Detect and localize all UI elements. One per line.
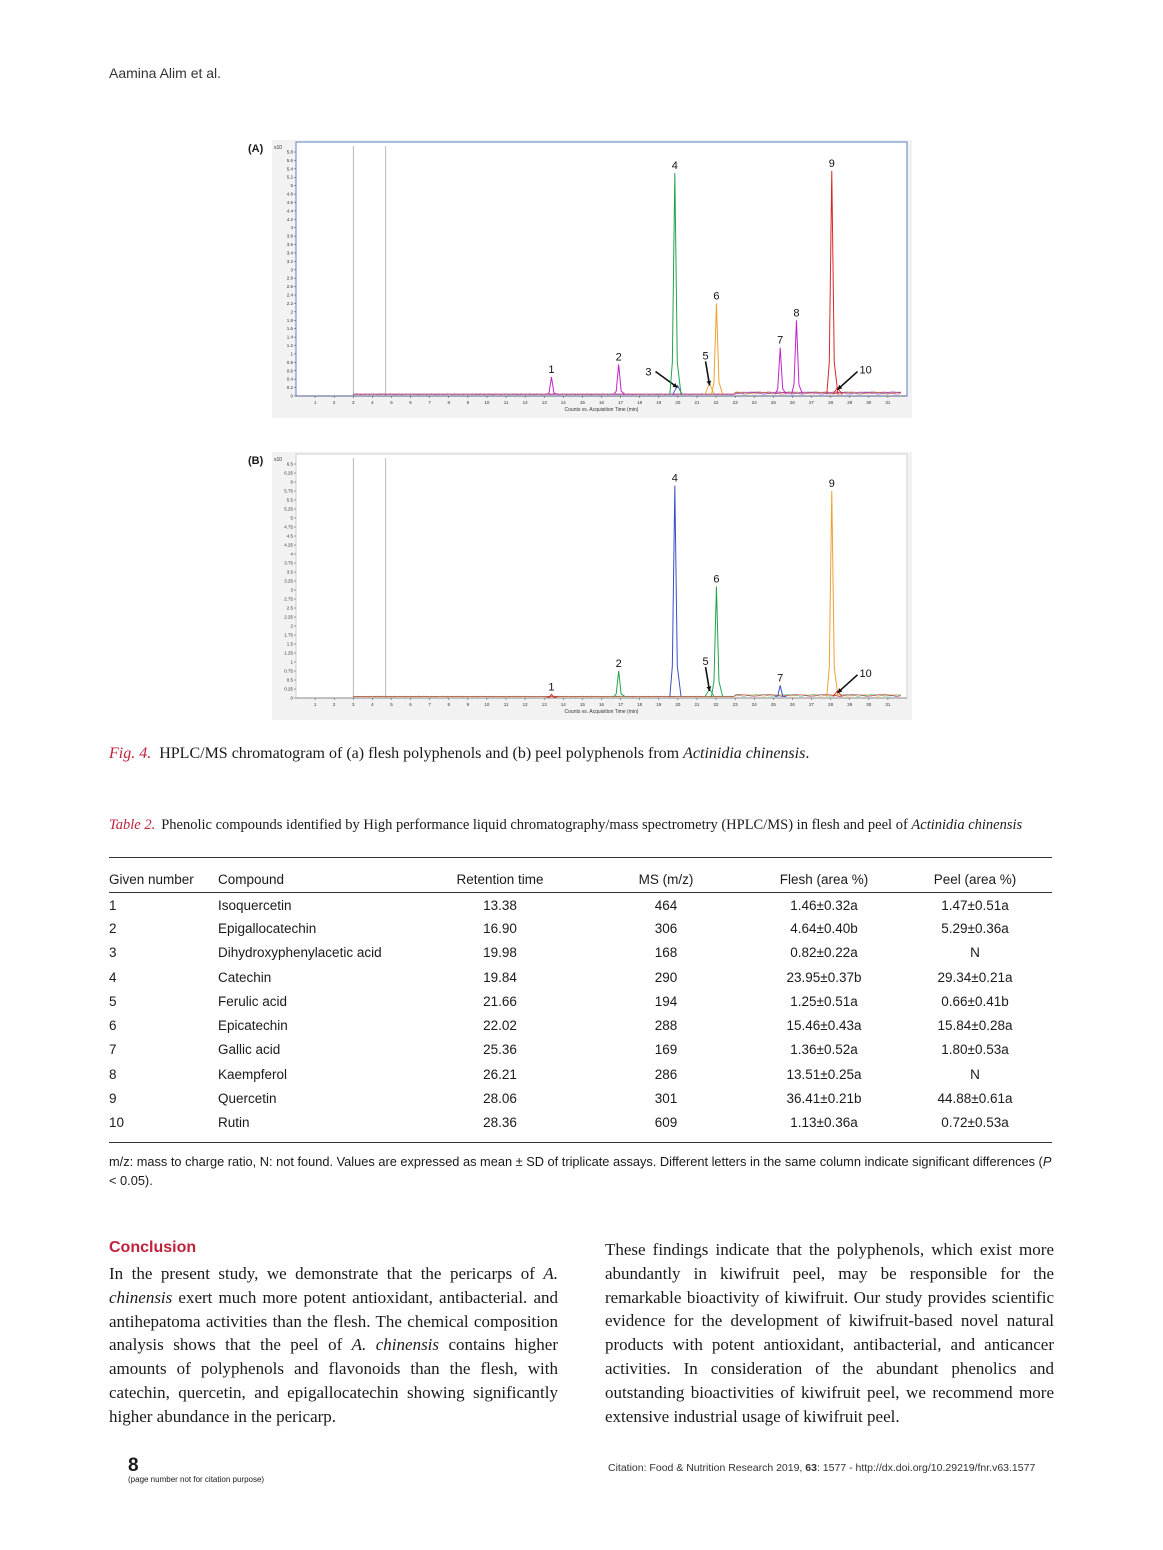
x-tick-label: 30 [866,702,872,707]
table-caption-species: Actinidia chinensis [911,817,1023,833]
y-tick-label: 4.75 [284,524,293,530]
table-cell: N [970,1066,980,1082]
table-cell: Catechin [218,969,272,985]
y-tick-label: 3.4 [286,250,293,256]
y-tick-label: 1.75 [284,632,293,638]
x-tick-label: 3 [352,400,355,405]
phenolic-compounds-table [109,866,1052,1135]
table-cell: Isoquercetin [218,897,292,913]
x-tick-label: 28 [828,400,834,405]
x-tick-label: 3 [352,702,355,707]
peak-label: 2 [615,351,622,364]
x-tick-label: 22 [713,400,719,405]
table-cell: 15.84±0.28a [937,1018,1013,1034]
x-tick-label: 2 [332,702,336,707]
x-axis-title: Counts vs. Acquisition Time (min) [564,407,639,413]
peak-label: 7 [777,334,784,347]
y-tick-label: 1.6 [286,326,293,332]
table-cell: 13.38 [483,897,517,913]
table-cell: 2 [109,920,117,936]
table-bottom-rule [109,1142,1052,1143]
conclusion-species-2: A. chinensis [351,1335,440,1355]
y-tick-label: 4.8 [286,191,293,197]
x-tick-label: 13 [541,702,547,707]
y-tick-label: 5.5 [286,497,293,503]
x-tick-label: 12 [522,400,528,405]
table-row [109,1062,1052,1086]
conclusion-text-1: In the present study, we demonstrate that the pericarps of [109,1264,544,1283]
figure-caption-text: HPLC/MS chromatogram of (a) flesh polyphenols and (b) peel polyphenols from [159,745,684,762]
y-tick-label: 0.8 [286,359,293,365]
table-header-row [109,866,1052,892]
table-cell: 464 [654,897,678,913]
y-tick-label: 2 [290,309,293,315]
table-cell: 5.29±0.36a [941,920,1009,936]
x-tick-label: 17 [618,702,624,707]
x-tick-label: 6 [409,702,412,707]
y-tick-label: 0.5 [286,677,293,683]
y-tick-label: 1.2 [286,343,293,349]
table-cell: Quercetin [218,1091,277,1107]
table-row [109,916,1052,940]
table-top-rule [109,857,1052,858]
table-cell: 25.36 [483,1042,517,1058]
y-tick-label: 4.5 [286,533,293,539]
table-cell: 4 [109,969,117,985]
table-cell: 1.47±0.51a [941,897,1009,913]
table-cell: 19.84 [483,969,517,985]
y-tick-label: 3.25 [284,578,293,584]
x-tick-label: 31 [885,702,891,707]
y-tick-label: 6 [290,479,293,485]
column-header: Compound [218,871,285,887]
table-cell: 169 [654,1042,678,1058]
x-tick-label: 16 [598,400,605,405]
y-exponent-label: x10 [274,457,283,463]
conclusion-species-1: A. chinensis [109,1264,558,1307]
x-tick-label: 20 [675,702,681,707]
table-row [109,1013,1052,1037]
x-tick-label: 1 [313,702,317,707]
y-tick-label: 0.75 [284,668,293,674]
x-tick-label: 25 [770,702,776,707]
page-number: 8 [128,1455,139,1476]
table-cell: 23.95±0.37b [786,969,862,985]
peak-label: 1 [548,681,555,694]
y-tick-label: 5 [290,183,293,189]
panel-a-label: (A) [248,143,264,155]
y-tick-label: 1.25 [284,650,293,656]
table-cell: 10 [109,1115,125,1131]
citation-footer [608,1462,1035,1474]
peak-label: 7 [777,672,784,685]
x-tick-label: 18 [637,400,643,405]
table-row [109,1086,1052,1110]
x-tick-label: 27 [809,702,815,707]
y-tick-label: 3 [290,587,293,593]
y-tick-label: 5.2 [286,174,293,180]
y-tick-label: 4.2 [286,216,293,222]
table-footnote-end: < 0.05). [109,1173,153,1188]
peak-label: 8 [793,307,800,320]
x-tick-label: 29 [847,400,853,405]
x-tick-label: 4 [371,400,374,405]
x-tick-label: 25 [770,400,776,405]
x-tick-label: 14 [560,400,566,405]
table-cell: Epicatechin [218,1018,288,1034]
table-cell: 1.46±0.32a [790,897,858,913]
table-row [109,989,1052,1013]
table-cell: 29.34±0.21a [937,969,1013,985]
y-tick-label: 1.8 [286,317,293,323]
peak-label: 10 [859,667,872,680]
x-tick-label: 23 [732,400,738,405]
table-cell: Rutin [218,1115,250,1131]
column-header: Retention time [456,871,544,887]
y-tick-label: 2.6 [286,284,293,290]
table-cell: Ferulic acid [218,993,288,1009]
y-tick-label: 3.2 [286,258,293,264]
x-tick-label: 19 [656,702,662,707]
x-tick-label: 31 [885,400,891,405]
y-tick-label: 0.25 [284,686,293,692]
column-header: MS (m/z) [638,871,694,887]
table-cell: 3 [109,945,117,961]
x-tick-label: 15 [579,702,585,707]
peak-label: 3 [645,366,652,379]
x-tick-label: 11 [503,400,509,405]
table-cell: Kaempferol [218,1066,288,1082]
x-axis-title: Counts vs. Acquisition Time (min) [564,709,639,715]
y-tick-label: 5.8 [286,149,293,155]
table-cell: Epigallocatechin [218,920,317,936]
chromatogram-a-svg [272,140,912,418]
y-tick-label: 0.6 [286,368,293,374]
y-tick-label: 1 [290,659,293,665]
x-tick-label: 9 [466,400,470,405]
x-tick-label: 21 [694,400,700,405]
y-tick-label: 1.4 [286,334,293,340]
table-cell: 288 [654,1018,678,1034]
column-header: Flesh (area %) [779,871,869,887]
x-tick-label: 11 [503,702,509,707]
y-tick-label: 0.4 [286,376,293,382]
table-cell: 28.06 [483,1091,517,1107]
x-tick-label: 14 [560,702,566,707]
table-row [109,941,1052,965]
x-tick-label: 8 [447,702,451,707]
column-header: Peel (area %) [933,871,1017,887]
table-row [109,965,1052,989]
table-cell: 16.90 [483,920,517,936]
panel-b-label: (B) [248,455,264,467]
table-row [109,1038,1052,1062]
peak-label: 4 [671,472,678,485]
table-cell: 9 [109,1091,117,1107]
table-cell: 15.46±0.43a [786,1018,862,1034]
x-tick-label: 8 [447,400,451,405]
table-caption-label: Table 2. [109,817,156,833]
table-cell: 301 [654,1091,678,1107]
citation-volume: 63 [805,1462,817,1474]
table-cell: 4.64±0.40b [790,920,858,936]
y-tick-label: 2.4 [286,292,293,298]
x-tick-label: 12 [522,702,528,707]
citation-doi: : 1577 - http://dx.doi.org/10.29219/fnr.v63.1577 [816,1462,1036,1474]
x-tick-label: 28 [828,702,834,707]
table-cell: Dihydroxyphenylacetic acid [218,945,382,961]
y-tick-label: 5 [290,515,293,521]
table-cell: Gallic acid [218,1042,281,1058]
y-tick-label: 2 [290,623,293,629]
y-tick-label: 4 [290,225,293,231]
y-tick-label: 3.6 [286,242,293,248]
conclusion-right-column: These findings indicate that the polyphenols, which exist more abundantly in kiwifruit peel, may be responsible for the remarkable bioactivity of kiwifruit. Our study provides scientific evidence for the development of kiwifruit-based novel natural products with potent antioxidant, antibacterial, and anticancer activities. In consideration of the abundant phenolics and outstanding bioactivities of kiwifruit peel, we recommend more extensive industrial usage of kiwifruit peel. [605,1240,1054,1426]
x-tick-label: 26 [789,702,795,707]
y-tick-label: 4.6 [286,199,293,205]
y-tick-label: 6.25 [284,470,293,476]
table-body [109,892,1052,1135]
table-cell: 6 [109,1018,117,1034]
table-footnote-p: P [1042,1154,1052,1169]
figure-caption-species: Actinidia chinensis [683,745,806,762]
x-tick-label: 26 [789,400,795,405]
y-tick-label: 0 [290,393,293,399]
table-cell: 194 [654,993,678,1009]
x-tick-label: 7 [428,702,431,707]
y-exponent-label: x10 [274,145,283,151]
x-tick-label: 29 [847,702,853,707]
x-tick-label: 9 [466,702,470,707]
peak-label: 5 [702,656,709,668]
y-tick-label: 6.5 [286,461,293,467]
x-tick-label: 5 [390,400,393,405]
y-tick-label: 2.75 [284,596,293,602]
table-cell: 28.36 [483,1115,517,1131]
table-cell: 5 [109,993,117,1009]
y-tick-label: 5.75 [284,488,293,494]
table-cell: 8 [109,1066,117,1082]
x-tick-label: 16 [598,702,605,707]
y-tick-label: 2.5 [286,605,293,611]
conclusion-heading: Conclusion [109,1239,197,1256]
conclusion-text-3: contains higher amounts of polyphenols and flavonoids than the flesh, with catechin, quercetin, and epigallocatechin showing significantly higher abundance in the pericarp. [109,1335,558,1426]
y-tick-label: 1.5 [286,641,293,647]
table-cell: 0.72±0.53a [941,1115,1009,1131]
y-tick-label: 1 [290,351,293,357]
figure-caption [109,745,809,763]
x-tick-label: 24 [751,702,757,707]
table-caption-text: Phenolic compounds identified by High performance liquid chromatography/mass spectrometry (HPLC/MS) in flesh and peel of [161,817,912,833]
table-cell: 168 [654,945,678,961]
table-cell: 1 [109,897,117,913]
y-tick-label: 3.75 [284,560,293,566]
table-cell: 21.66 [483,993,517,1009]
y-tick-label: 2.8 [286,275,293,281]
x-tick-label: 5 [390,702,393,707]
y-tick-label: 5.25 [284,506,293,512]
x-tick-label: 15 [579,400,585,405]
peak-label: 9 [828,157,835,170]
table-cell: N [970,945,980,961]
y-tick-label: 5.6 [286,157,293,163]
table-cell: 26.21 [483,1066,517,1082]
x-tick-label: 27 [809,400,815,405]
figure-caption-label: Fig. 4. [109,745,152,762]
table-footnote-text: m/z: mass to charge ratio, N: not found. Values are expressed as mean ± SD of triplicate assays. Different letters in the same column indicate significant differences ( [109,1154,1043,1169]
y-tick-label: 2.2 [286,300,293,306]
plot-area [296,142,907,396]
figure-caption-end: . [805,745,810,762]
chromatogram-a [272,140,912,418]
table-cell: 1.25±0.51a [790,993,858,1009]
column-header: Given number [109,871,194,887]
y-tick-label: 4 [290,551,293,557]
y-tick-label: 2.25 [284,614,293,620]
x-tick-label: 2 [332,400,336,405]
x-tick-label: 18 [637,702,643,707]
peak-label: 5 [702,350,709,363]
table-cell: 1.80±0.53a [941,1042,1009,1058]
x-tick-label: 23 [732,702,738,707]
chromatogram-b [272,452,912,720]
x-tick-label: 19 [656,400,662,405]
x-tick-label: 24 [751,400,757,405]
x-tick-label: 13 [541,400,547,405]
table-cell: 7 [109,1042,117,1058]
peak-label: 2 [615,658,622,670]
x-tick-label: 20 [675,400,681,405]
table-row [109,892,1052,916]
x-tick-label: 22 [713,702,719,707]
table-cell: 0.66±0.41b [941,993,1009,1009]
x-tick-label: 21 [694,702,700,707]
running-head: Aamina Alim et al. [109,65,222,81]
page-number-note: (page number not for citation purpose) [128,1475,265,1484]
table-cell: 290 [654,969,678,985]
table-cell: 22.02 [483,1018,517,1034]
table-cell: 286 [654,1066,678,1082]
x-tick-label: 30 [866,400,872,405]
x-tick-label: 10 [484,702,490,707]
table-cell: 0.82±0.22a [790,945,858,961]
x-tick-label: 17 [618,400,624,405]
peak-label: 1 [548,364,555,377]
x-tick-label: 6 [409,400,412,405]
table-cell: 609 [654,1115,678,1131]
y-tick-label: 4.25 [284,542,293,548]
peak-label: 6 [713,290,720,303]
y-tick-label: 3.5 [286,569,293,575]
peak-label: 6 [713,573,720,586]
table-cell: 19.98 [483,945,517,961]
y-tick-label: 3 [290,267,293,273]
peak-label: 4 [671,160,678,173]
table-cell: 13.51±0.25a [786,1066,862,1082]
table-row [109,1111,1052,1135]
table-cell: 1.13±0.36a [790,1115,858,1131]
table-cell: 1.36±0.52a [790,1042,858,1058]
table-footnote [109,1152,1055,1190]
citation-text: Citation: Food & Nutrition Research 2019, [608,1462,806,1474]
chromatogram-b-svg [272,452,912,720]
table-cell: 44.88±0.61a [937,1091,1013,1107]
conclusion-text-2: exert much more potent antioxidant, antibacterial. and antihepatoma activities than the flesh. The chemical composition analysis shows that the peel of [109,1287,558,1355]
x-tick-label: 10 [484,400,490,405]
plot-area [296,454,907,698]
y-tick-label: 4.4 [286,208,293,214]
peak-label: 10 [859,364,872,377]
y-tick-label: 3.8 [286,233,293,239]
x-tick-label: 4 [371,702,374,707]
y-tick-label: 0 [290,695,293,701]
y-tick-label: 5.4 [286,166,293,172]
x-tick-label: 7 [428,400,431,405]
x-tick-label: 1 [313,400,317,405]
peak-label: 9 [828,478,835,490]
table-cell: 306 [654,920,678,936]
y-tick-label: 0.2 [286,385,293,391]
table-cell: 36.41±0.21b [786,1091,862,1107]
table-caption [109,815,1053,835]
conclusion-left-column [109,1262,558,1429]
